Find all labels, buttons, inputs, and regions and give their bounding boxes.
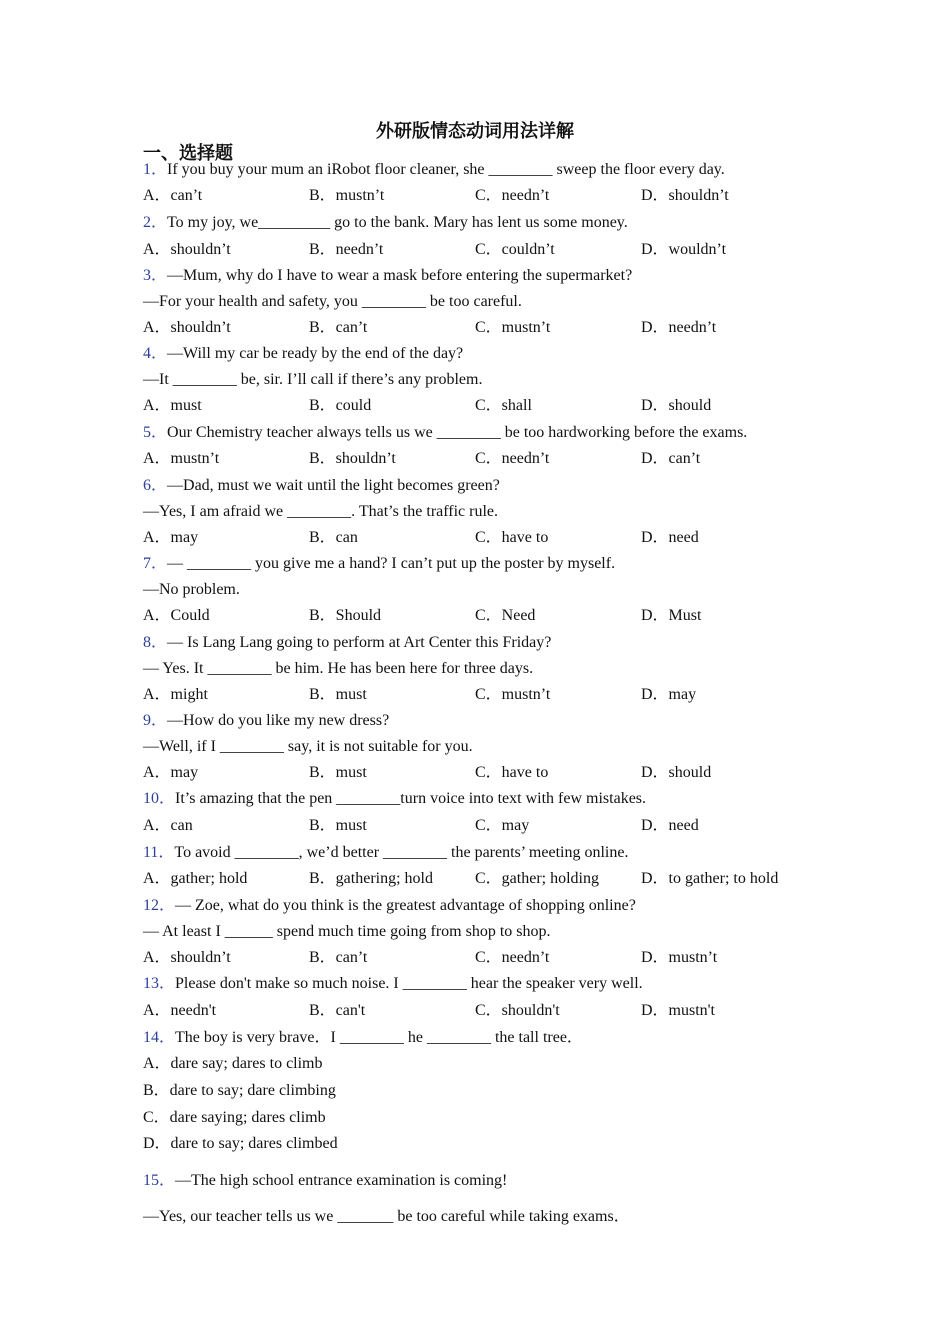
- option-b: B．can’t: [309, 319, 368, 336]
- option-b: B．Should: [309, 607, 382, 624]
- option-c: C．have to: [475, 529, 549, 546]
- question-6-reply: —Yes, I am afraid we ________. That’s the traffic rule.: [143, 503, 499, 520]
- option-c: C．mustn’t: [475, 319, 551, 336]
- question-number: 14．: [143, 1029, 176, 1046]
- option-b: B．dare to say; dare climbing: [143, 1082, 336, 1099]
- option-c: C．mustn’t: [475, 686, 551, 703]
- question-number: 6．: [143, 477, 168, 494]
- question-text: To my joy, we_________ go to the bank. Mary has lent us some money.: [167, 214, 628, 231]
- option-b: B．can't: [309, 1002, 366, 1019]
- question-text: —Will my car be ready by the end of the day?: [167, 345, 464, 362]
- option-c: C．couldn’t: [475, 241, 555, 258]
- question-number: 13．: [143, 975, 176, 992]
- question-number: 1．: [143, 161, 168, 178]
- section-heading: 一、选择题: [143, 143, 233, 164]
- option-d: D．needn’t: [641, 319, 717, 336]
- question-number: 11．: [143, 844, 175, 861]
- option-b: B．must: [309, 764, 367, 781]
- option-d: D．to gather; to hold: [641, 870, 779, 887]
- question-number: 7．: [143, 555, 168, 572]
- question-text: —Mum, why do I have to wear a mask before entering the supermarket?: [167, 267, 633, 284]
- option-c: C．gather; holding: [475, 870, 599, 887]
- question-number: 8．: [143, 634, 168, 651]
- option-c: C．needn’t: [475, 187, 550, 204]
- question-text: —Dad, must we wait until the light becomes green?: [167, 477, 500, 494]
- option-d: D．Must: [641, 607, 702, 624]
- option-d: D．mustn't: [641, 1002, 716, 1019]
- question-text: —The high school entrance examination is coming!: [175, 1172, 508, 1189]
- question-12-reply: — At least I ______ spend much time going from shop to shop.: [143, 923, 551, 940]
- option-b: B．shouldn’t: [309, 450, 396, 467]
- option-d: D．dare to say; dares climbed: [143, 1135, 338, 1152]
- question-5-stem: [143, 423, 747, 443]
- question-number: 12．: [143, 897, 176, 914]
- option-b: B．can’t: [309, 949, 368, 966]
- question-text: — Is Lang Lang going to perform at Art Center this Friday?: [167, 634, 552, 651]
- option-a: A．mustn’t: [143, 450, 220, 467]
- question-14-stem: [143, 1028, 583, 1048]
- option-d: D．shouldn’t: [641, 187, 729, 204]
- option-a: A．must: [143, 397, 202, 414]
- question-10-stem: [143, 789, 646, 809]
- option-a: A．may: [143, 764, 199, 781]
- option-d: D．need: [641, 529, 699, 546]
- question-text: It’s amazing that the pen ________turn voice into text with few mistakes.: [175, 790, 647, 807]
- option-a: A．Could: [143, 607, 210, 624]
- option-a: A．gather; hold: [143, 870, 248, 887]
- question-number: 3．: [143, 267, 168, 284]
- question-number: 4．: [143, 345, 168, 362]
- option-b: B．gathering; hold: [309, 870, 433, 887]
- question-1-stem: [143, 160, 725, 180]
- question-text: The boy is very brave．I ________ he ________ the tall tree．: [175, 1029, 583, 1046]
- question-4-stem: [143, 344, 463, 364]
- question-number: 10．: [143, 790, 176, 807]
- question-number: 2．: [143, 214, 168, 231]
- question-text: — Zoe, what do you think is the greatest advantage of shopping online?: [175, 897, 636, 914]
- question-text: — ________ you give me a hand? I can’t put up the poster by myself.: [167, 555, 616, 572]
- option-d: D．mustn’t: [641, 949, 718, 966]
- option-c: C．needn’t: [475, 949, 550, 966]
- question-7-stem: [143, 554, 615, 574]
- question-15-reply: —Yes, our teacher tells us we _______ be too careful while taking exams．: [143, 1208, 630, 1225]
- option-d: D．need: [641, 817, 699, 834]
- option-a: A．can: [143, 817, 193, 834]
- question-text: —How do you like my new dress?: [167, 712, 390, 729]
- option-c: C．shouldn't: [475, 1002, 560, 1019]
- question-11-stem: [143, 843, 628, 863]
- option-c: C．dare saying; dares climb: [143, 1109, 326, 1126]
- option-a: A．shouldn’t: [143, 241, 231, 258]
- option-a: A．shouldn’t: [143, 949, 231, 966]
- option-d: D．should: [641, 397, 712, 414]
- question-text: Please don't make so much noise. I ________ hear the speaker very well.: [175, 975, 643, 992]
- option-a: A．dare say; dares to climb: [143, 1055, 323, 1072]
- option-b: B．must: [309, 817, 367, 834]
- question-8-stem: [143, 633, 551, 653]
- question-2-stem: [143, 213, 628, 233]
- option-d: D．can’t: [641, 450, 701, 467]
- option-c: C．have to: [475, 764, 549, 781]
- question-number: 15．: [143, 1172, 176, 1189]
- question-text: If you buy your mum an iRobot floor cleaner, she ________ sweep the floor every day.: [167, 161, 725, 178]
- question-number: 9．: [143, 712, 168, 729]
- question-6-stem: [143, 476, 500, 496]
- question-9-stem: [143, 711, 389, 731]
- question-9-reply: —Well, if I ________ say, it is not suitable for you.: [143, 738, 473, 755]
- option-a: A．can’t: [143, 187, 203, 204]
- option-c: C．Need: [475, 607, 536, 624]
- question-7-reply: —No problem.: [143, 581, 240, 598]
- question-number: 5．: [143, 424, 168, 441]
- question-3-stem: [143, 266, 632, 286]
- option-d: D．wouldn’t: [641, 241, 727, 258]
- option-a: A．needn't: [143, 1002, 217, 1019]
- option-b: B．can: [309, 529, 358, 546]
- option-c: C．shall: [475, 397, 532, 414]
- option-c: C．needn’t: [475, 450, 550, 467]
- question-4-reply: —It ________ be, sir. I’ll call if there’s any problem.: [143, 371, 483, 388]
- question-13-stem: [143, 974, 643, 994]
- page-title: 外研版情态动词用法详解: [376, 121, 574, 142]
- question-3-reply: —For your health and safety, you ________ be too careful.: [143, 293, 522, 310]
- option-b: B．could: [309, 397, 372, 414]
- option-c: C．may: [475, 817, 530, 834]
- option-b: B．needn’t: [309, 241, 384, 258]
- question-text: To avoid ________, we’d better ________ the parents’ meeting online.: [174, 844, 629, 861]
- question-text: Our Chemistry teacher always tells us we ________ be too hardworking before the exams.: [167, 424, 748, 441]
- option-a: A．may: [143, 529, 199, 546]
- option-a: A．shouldn’t: [143, 319, 231, 336]
- question-8-reply: — Yes. It ________ be him. He has been here for three days.: [143, 660, 534, 677]
- option-b: B．must: [309, 686, 367, 703]
- option-d: D．may: [641, 686, 697, 703]
- question-12-stem: [143, 896, 636, 916]
- option-a: A．might: [143, 686, 208, 703]
- option-d: D．should: [641, 764, 712, 781]
- question-15-stem: [143, 1171, 507, 1191]
- option-b: B．mustn’t: [309, 187, 385, 204]
